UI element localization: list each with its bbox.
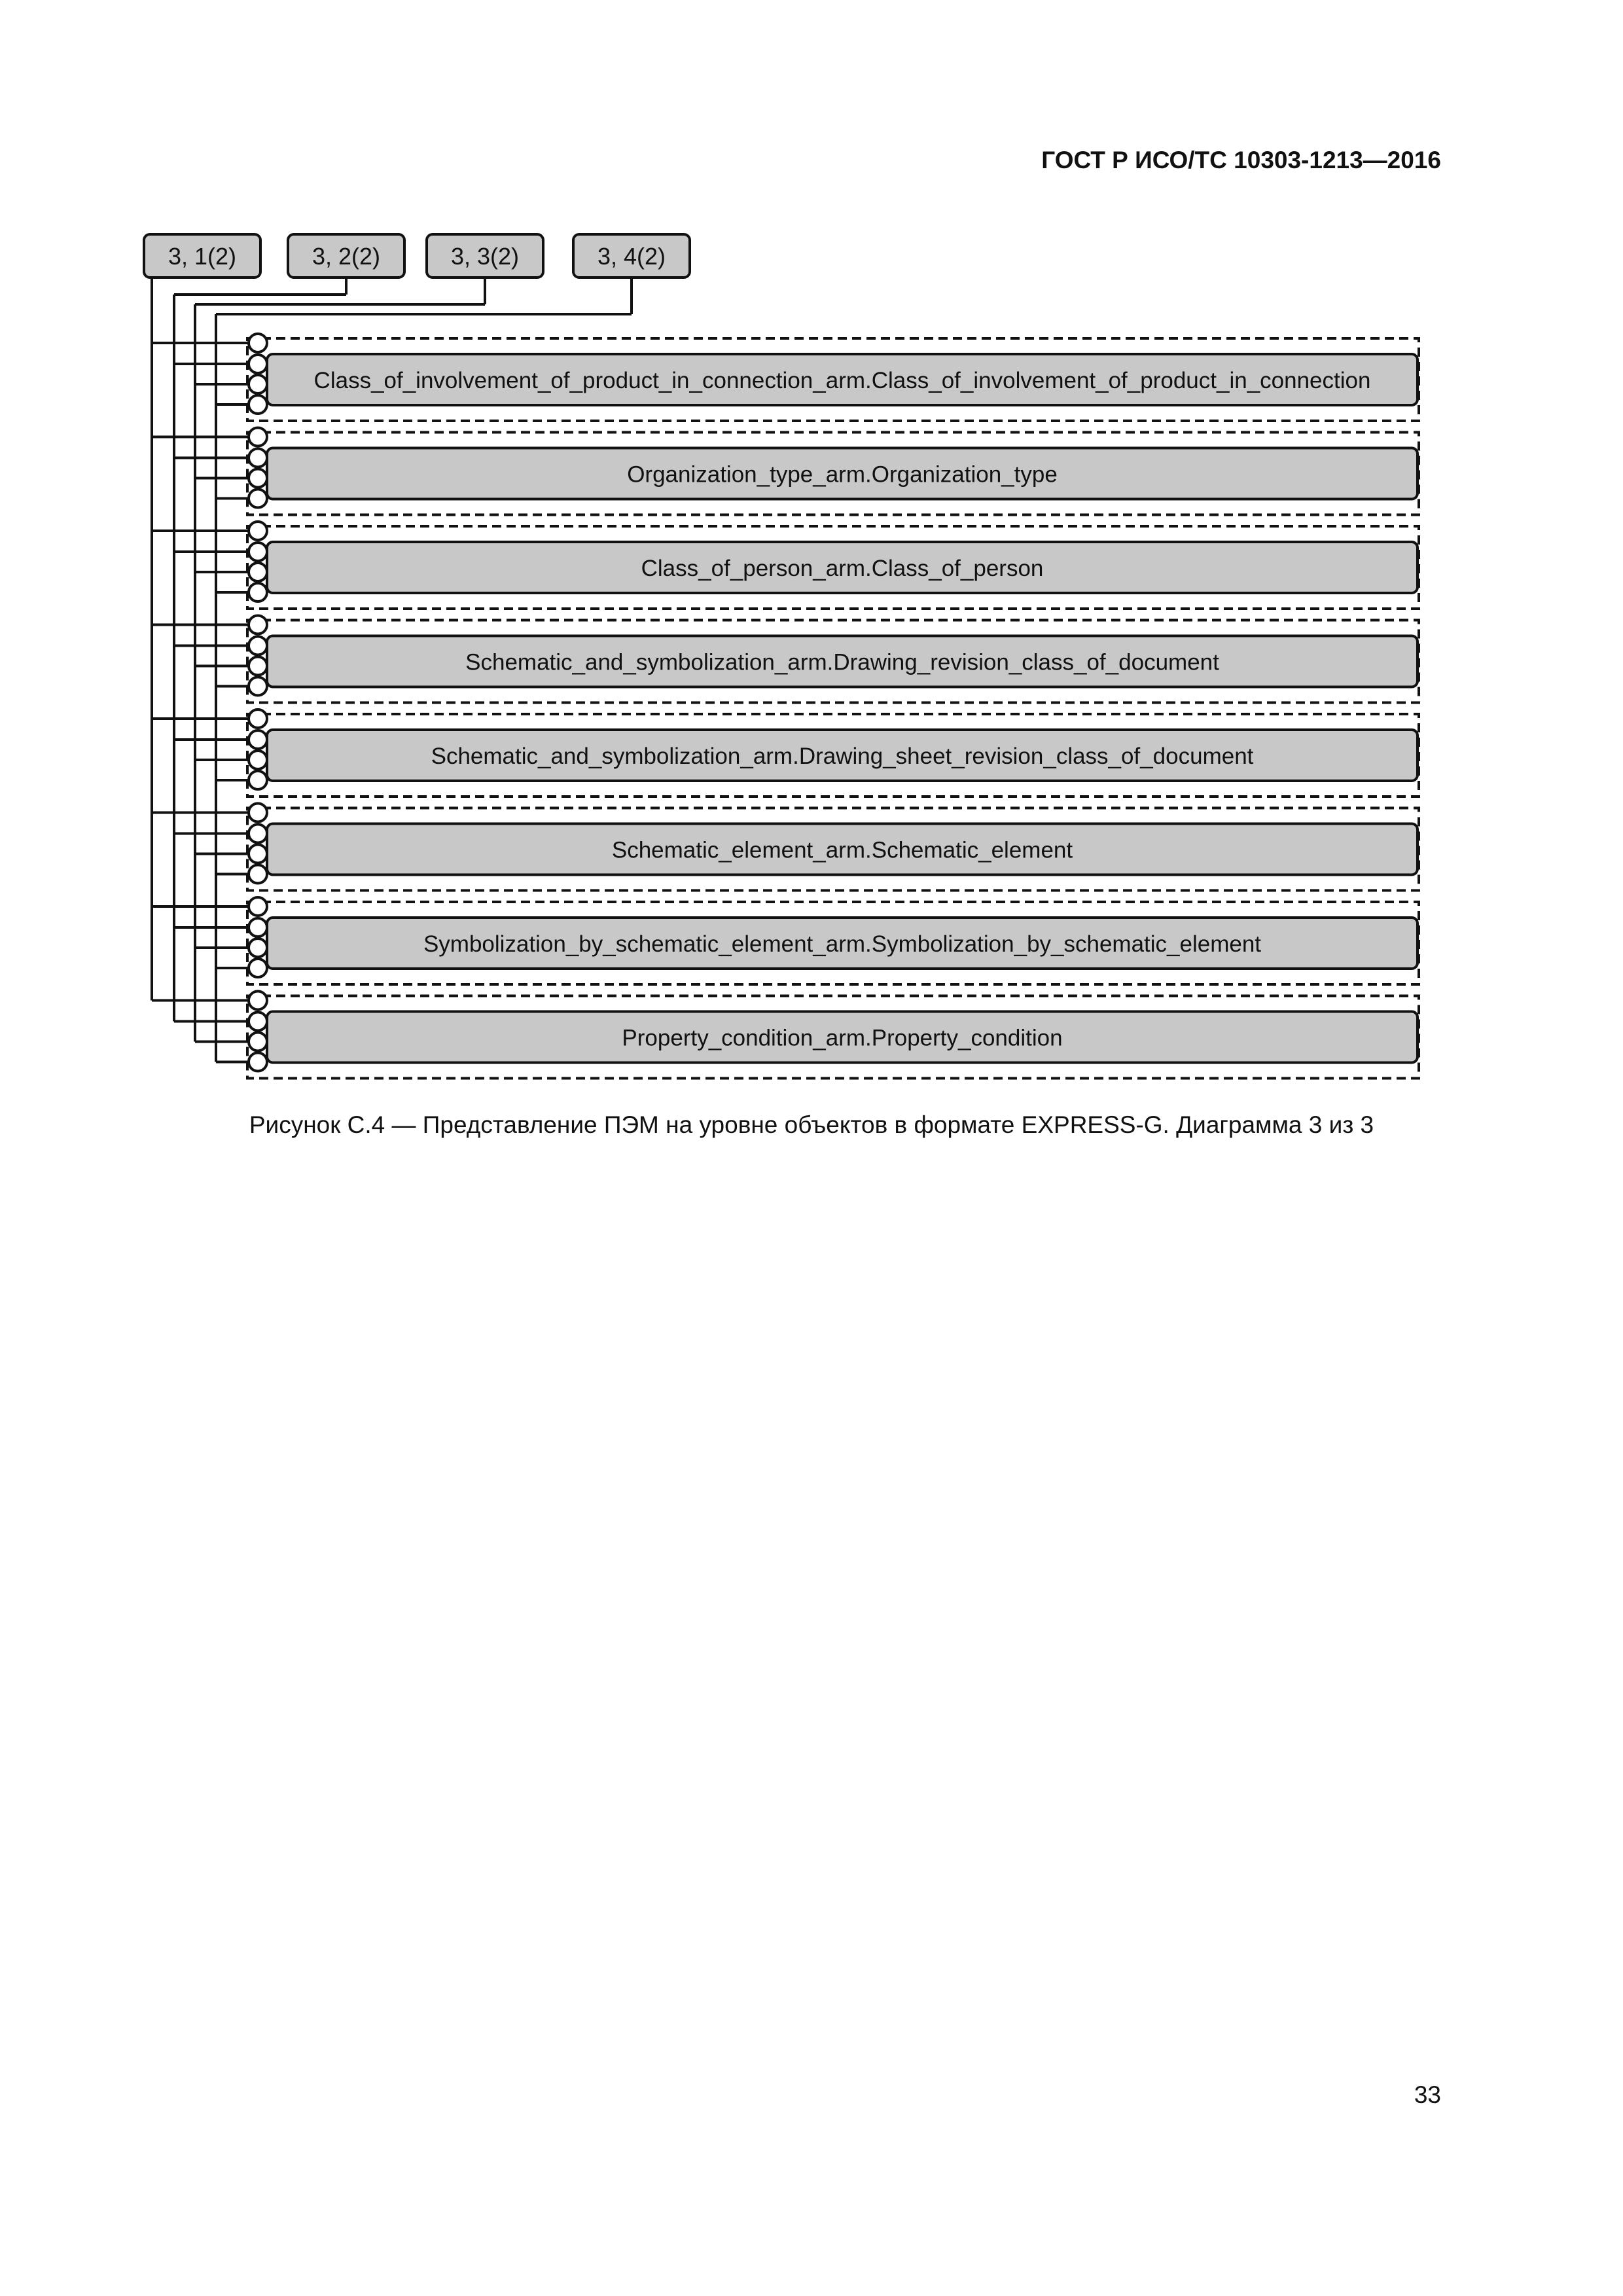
- relationship-circle: [249, 637, 267, 655]
- relationship-circle: [249, 992, 267, 1010]
- relationship-circle: [249, 865, 267, 884]
- document-code-header: ГОСТ Р ИСО/ТС 10303-1213—2016: [1041, 147, 1441, 173]
- entity-label: Schematic_and_symbolization_arm.Drawing_revision_class_of_document: [465, 649, 1219, 675]
- relationship-circle: [249, 583, 267, 601]
- relationship-circle: [249, 543, 267, 561]
- entity-label: Class_of_involvement_of_product_in_connection_arm.Class_of_involvement_of_product_in_connection: [313, 368, 1371, 393]
- relationship-circle: [249, 751, 267, 769]
- entity-label: Symbolization_by_schematic_element_arm.Symbolization_by_schematic_element: [423, 931, 1262, 957]
- relationship-circle: [249, 449, 267, 467]
- relationship-circle: [249, 657, 267, 675]
- relationship-circle: [249, 939, 267, 957]
- relationship-circle: [249, 334, 267, 352]
- entity-label: Organization_type_arm.Organization_type: [627, 461, 1058, 488]
- entity-group: [247, 334, 1419, 1079]
- relationship-circle: [249, 845, 267, 863]
- relationship-circle: [249, 395, 267, 414]
- relationship-circle: [249, 897, 267, 916]
- entity-label: Property_condition_arm.Property_condition: [622, 1025, 1063, 1051]
- relationship-circle: [249, 1033, 267, 1051]
- relationship-circle: [249, 616, 267, 634]
- page-number: 33: [1414, 2081, 1441, 2108]
- relationship-circle: [249, 918, 267, 937]
- relationship-circle: [249, 677, 267, 696]
- relationship-circle: [249, 375, 267, 393]
- relationship-circle: [249, 1013, 267, 1031]
- express-g-diagram: [0, 0, 1623, 1100]
- page-reference-label: 3, 1(2): [168, 243, 237, 270]
- entity-label: Schematic_element_arm.Schematic_element: [611, 837, 1073, 863]
- relationship-circle: [249, 522, 267, 540]
- relationship-circle: [249, 804, 267, 822]
- relationship-circle: [249, 355, 267, 373]
- relationship-circle: [249, 563, 267, 581]
- page-reference-label: 3, 3(2): [450, 243, 520, 270]
- figure-caption: Рисунок С.4 — Представление ПЭМ на уровне объектов в формате EXPRESS-G. Диаграмма 3 из 3: [249, 1111, 1374, 1138]
- relationship-circle: [249, 1053, 267, 1071]
- relationship-circle: [249, 469, 267, 488]
- entity-label: Class_of_person_arm.Class_of_person: [641, 556, 1044, 581]
- entity-label: Schematic_and_symbolization_arm.Drawing_sheet_revision_class_of_document: [431, 744, 1254, 769]
- relationship-circle: [249, 959, 267, 977]
- page-reference-group: [144, 234, 690, 278]
- relationship-circle: [249, 771, 267, 789]
- page-reference-label: 3, 4(2): [597, 243, 666, 270]
- relationship-circle: [249, 825, 267, 843]
- page-reference-label: 3, 2(2): [312, 243, 381, 270]
- relationship-circle: [249, 730, 267, 749]
- relationship-circle: [249, 490, 267, 508]
- relationship-circle: [249, 428, 267, 446]
- relationship-circle: [249, 709, 267, 728]
